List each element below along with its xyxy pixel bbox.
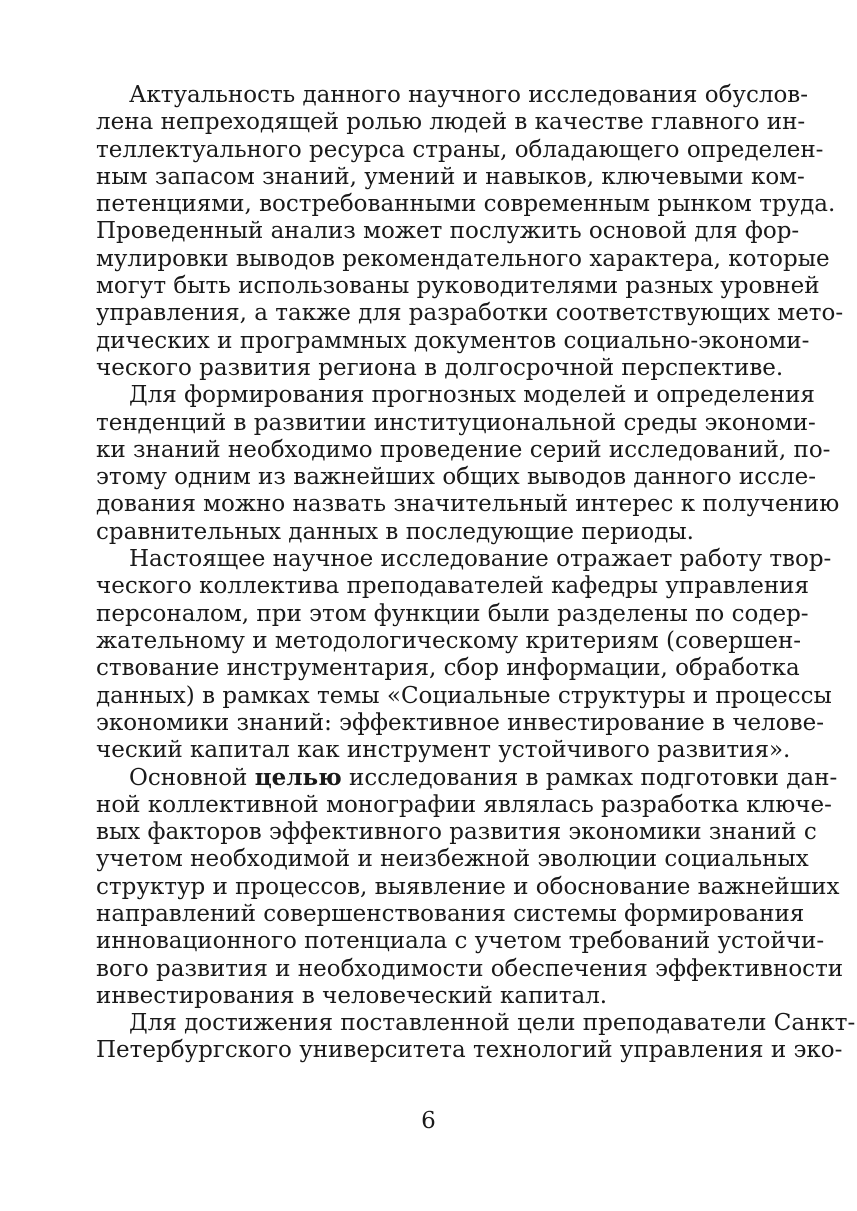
text-line: направлений совершенствования системы формирования bbox=[96, 900, 805, 927]
page-number: 6 bbox=[421, 1108, 436, 1134]
text-line: могут быть использованы руководителями разных уровней bbox=[96, 273, 820, 300]
text-line: Настоящее научное исследование отражает работу твор- bbox=[129, 546, 832, 573]
paragraph bbox=[96, 82, 844, 382]
text-line: Для достижения поставленной цели преподаватели Санкт- bbox=[129, 1010, 856, 1037]
text-line: ки знаний необходимо проведение серий исследований, по- bbox=[96, 436, 831, 463]
text-line: персоналом, при этом функции были разделены по содер- bbox=[96, 600, 809, 627]
text-line: Для формирования прогнозных моделей и определения bbox=[129, 382, 815, 409]
text-line: вых факторов эффективного развития экономики знаний с bbox=[96, 819, 817, 846]
text-line: Проведенный анализ может послужить основой для фор- bbox=[96, 218, 800, 245]
text-line: теллектуального ресурса страны, обладающего определен- bbox=[96, 136, 824, 163]
text-line: Петербургского университета технологий управления и эко- bbox=[96, 1037, 843, 1064]
text-line: этому одним из важнейших общих выводов данного иссле- bbox=[96, 464, 817, 491]
paragraph bbox=[96, 764, 844, 1010]
text-line: петенциями, востребованными современным рынком труда. bbox=[96, 191, 836, 218]
text-run: исследования в рамках подготовки дан- bbox=[341, 765, 838, 792]
text-line: экономики знаний: эффективное инвестирование в челове- bbox=[96, 709, 824, 736]
text-line: ной коллективной монографии являлась разработка ключе- bbox=[96, 791, 832, 818]
text-line: дических и программных документов социально-экономи- bbox=[96, 327, 810, 354]
text-line: ствование инструментария, сбор информации, обработка bbox=[96, 655, 800, 682]
paragraph bbox=[96, 382, 840, 546]
text-line: вого развития и необходимости обеспечения эффективности bbox=[96, 955, 844, 982]
text-line: ческий капитал как инструмент устойчивого развития». bbox=[96, 737, 791, 764]
text-line: управления, а также для разработки соответствующих мето- bbox=[96, 300, 844, 327]
text-line: ным запасом знаний, умений и навыков, ключевыми ком- bbox=[96, 163, 805, 190]
text-line: Актуальность данного научного исследования обуслов- bbox=[129, 82, 809, 108]
text-line: дования можно назвать значительный интерес к получению bbox=[96, 491, 840, 518]
emphasis-goal: целью bbox=[254, 764, 342, 792]
text-line bbox=[96, 764, 838, 792]
text-line: учетом необходимой и неизбежной эволюции социальных bbox=[96, 846, 809, 873]
text-line: инновационного потенциала с учетом требований устойчи- bbox=[96, 928, 825, 955]
paragraph bbox=[96, 546, 832, 764]
text-run: Основной bbox=[129, 765, 255, 792]
text-line: данных) в рамках темы «Социальные структуры и процессы bbox=[96, 682, 832, 709]
text-line: ческого коллектива преподавателей кафедры управления bbox=[96, 573, 809, 600]
text-line: ческого развития региона в долгосрочной перспективе. bbox=[96, 354, 784, 381]
text-line: сравнительных данных в последующие периоды. bbox=[96, 518, 694, 545]
text-line: тенденций в развитии институциональной среды экономи- bbox=[96, 409, 816, 436]
text-line: жательному и методологическому критериям (совершен- bbox=[96, 627, 802, 654]
paragraph bbox=[96, 1010, 856, 1065]
text-line: мулировки выводов рекомендательного характера, которые bbox=[96, 245, 830, 272]
text-line: структур и процессов, выявление и обоснование важнейших bbox=[96, 873, 840, 900]
text-line: инвестирования в человеческий капитал. bbox=[96, 982, 608, 1009]
text-line: лена непреходящей ролью людей в качестве главного ин- bbox=[96, 109, 806, 136]
body-text bbox=[96, 82, 856, 1065]
